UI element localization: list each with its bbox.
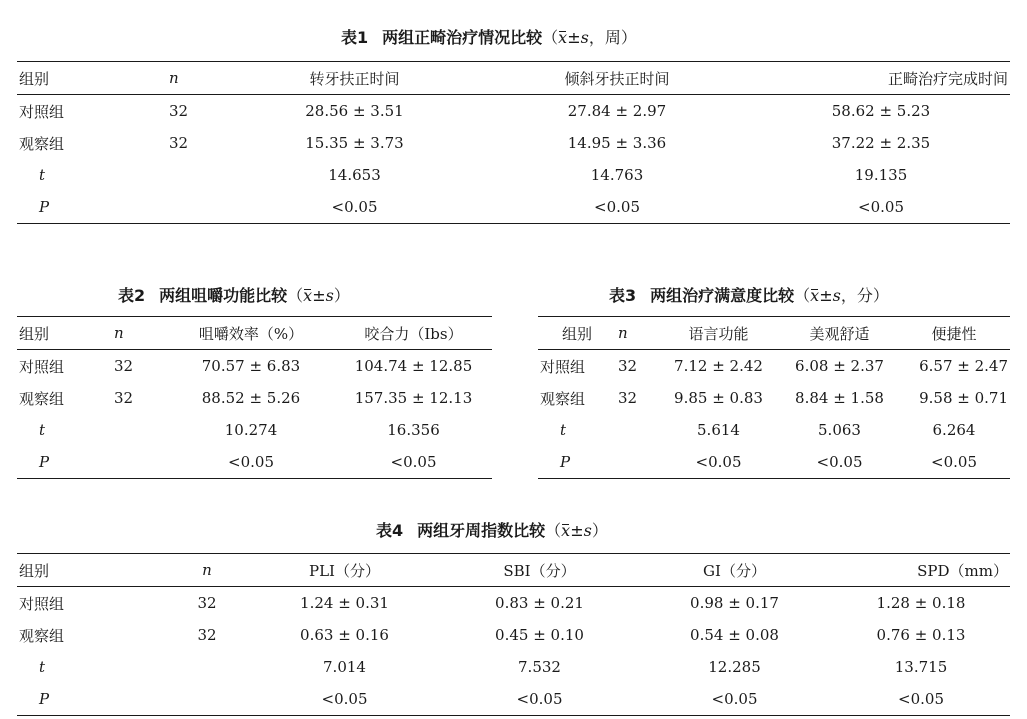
- table-row: [17, 127, 1010, 159]
- row-label: P: [17, 446, 112, 479]
- cell: 0.54 ± 0.08: [690, 626, 779, 644]
- row-label: 对照组: [19, 594, 65, 613]
- table4-title: 表4 两组牙周指数比较（x±s）: [376, 521, 608, 540]
- table2-number: 表2: [118, 286, 146, 305]
- table2-header-row: [17, 317, 492, 350]
- sd-symbol: s: [580, 28, 589, 47]
- cell: 32: [618, 389, 638, 407]
- row-label: 对照组: [19, 357, 65, 376]
- table-row: [538, 350, 1010, 383]
- table4-number: 表4: [376, 521, 404, 540]
- table4-header-col: SPD（mm）: [832, 554, 1010, 587]
- row-label: 观察组: [19, 626, 65, 645]
- table-row: [17, 446, 492, 479]
- cell: 6.08 ± 2.37: [795, 357, 884, 375]
- row-label: P: [17, 191, 167, 224]
- table2-title-text: 两组咀嚼功能比较: [159, 286, 288, 305]
- table3-header-n: n: [616, 317, 656, 350]
- cell: <0.05: [227, 191, 482, 224]
- table1-header-n: n: [167, 62, 227, 95]
- sd-symbol: s: [325, 286, 334, 305]
- cell: 32: [114, 389, 134, 407]
- cell: <0.05: [832, 683, 1010, 716]
- cell: 104.74 ± 12.85: [354, 357, 473, 375]
- cell: <0.05: [167, 446, 335, 479]
- cell: [616, 414, 656, 446]
- table2-header-n: n: [112, 317, 167, 350]
- table-row: [17, 414, 492, 446]
- mean-symbol: x: [561, 521, 571, 540]
- cell: 16.356: [387, 421, 440, 439]
- table3-header-group: 组别: [538, 317, 616, 350]
- row-label: 观察组: [19, 389, 65, 408]
- cell: 10.274: [224, 421, 278, 439]
- cell: 0.76 ± 0.13: [876, 626, 966, 644]
- cell: 6.57 ± 2.47: [919, 357, 1008, 375]
- table1-header-row: [17, 62, 1010, 95]
- cell: 8.84 ± 1.58: [795, 389, 884, 407]
- cell: 0.45 ± 0.10: [495, 626, 584, 644]
- table1-header-group: 组别: [17, 62, 167, 95]
- cell: 15.35 ± 3.73: [305, 134, 404, 152]
- table2-header-col: 咬合力（Ibs）: [335, 317, 492, 350]
- table2: [17, 316, 492, 479]
- cell: 32: [197, 626, 217, 644]
- cell: 13.715: [894, 658, 948, 676]
- cell: 14.95 ± 3.36: [567, 134, 667, 152]
- cell: 32: [618, 357, 638, 375]
- row-label: 观察组: [19, 134, 65, 153]
- table4-header-col: PLI（分）: [247, 554, 442, 587]
- table3-header-row: [538, 317, 1010, 350]
- row-label: t: [560, 421, 567, 439]
- cell: 1.24 ± 0.31: [300, 594, 389, 612]
- cell: <0.05: [482, 191, 752, 224]
- table4-header-n: n: [167, 554, 247, 587]
- table1: [17, 61, 1010, 224]
- mean-symbol: x: [810, 286, 820, 305]
- cell: 32: [169, 102, 189, 120]
- cell: 7.12 ± 2.42: [674, 357, 763, 375]
- table4: [17, 553, 1010, 716]
- row-label: t: [39, 421, 46, 439]
- row-label: 对照组: [540, 357, 586, 376]
- table3-number: 表3: [609, 286, 637, 305]
- table2-title: 表2 两组咀嚼功能比较（x±s）: [118, 286, 350, 305]
- table-row: [17, 350, 492, 383]
- cell: 7.014: [323, 658, 366, 676]
- cell: 28.56 ± 3.51: [305, 102, 404, 120]
- table-row: [538, 446, 1010, 479]
- cell: 0.63 ± 0.16: [300, 626, 389, 644]
- table3-header-col: 便捷性: [898, 317, 1010, 350]
- cell: 32: [169, 134, 189, 152]
- cell: 0.83 ± 0.21: [495, 594, 584, 612]
- cell: 7.532: [518, 658, 561, 676]
- table-row: [17, 382, 492, 414]
- table-row: [538, 414, 1010, 446]
- cell: <0.05: [656, 446, 781, 479]
- cell: <0.05: [335, 446, 492, 479]
- table-row: [17, 587, 1010, 620]
- table-row: [17, 651, 1010, 683]
- table1-header-col: 正畸治疗完成时间: [752, 62, 1010, 95]
- cell: <0.05: [247, 683, 442, 716]
- table1-number: 表1: [341, 28, 369, 47]
- cell: 1.28 ± 0.18: [876, 594, 966, 612]
- table2-header-col: 咀嚼效率（%）: [167, 317, 335, 350]
- mean-symbol: x: [303, 286, 313, 305]
- row-label: P: [538, 446, 616, 479]
- table4-header-col: SBI（分）: [442, 554, 637, 587]
- cell: 0.98 ± 0.17: [690, 594, 779, 612]
- sd-symbol: s: [832, 286, 841, 305]
- row-label: t: [39, 166, 46, 184]
- mean-symbol: x: [558, 28, 568, 47]
- table-row: [538, 382, 1010, 414]
- cell: [167, 651, 247, 683]
- table3-title: 表3 两组治疗满意度比较（x±s，分）: [609, 286, 889, 305]
- table4-header-col: GI（分）: [637, 554, 832, 587]
- table-row: [17, 619, 1010, 651]
- cell: 58.62 ± 5.23: [831, 102, 931, 120]
- cell: [167, 683, 247, 716]
- table-row: [17, 191, 1010, 224]
- cell: 5.063: [818, 421, 861, 439]
- cell: 88.52 ± 5.26: [201, 389, 301, 407]
- row-label: 对照组: [19, 102, 65, 121]
- cell: 27.84 ± 2.97: [567, 102, 667, 120]
- table4-title-text: 两组牙周指数比较: [417, 521, 546, 540]
- table4-header-group: 组别: [17, 554, 167, 587]
- cell: 9.85 ± 0.83: [674, 389, 763, 407]
- cell: <0.05: [637, 683, 832, 716]
- row-label: 观察组: [540, 389, 586, 408]
- cell: 19.135: [854, 166, 908, 184]
- cell: [616, 446, 656, 479]
- table3-header-col: 语言功能: [656, 317, 781, 350]
- table-row: [17, 159, 1010, 191]
- cell: <0.05: [781, 446, 898, 479]
- cell: <0.05: [898, 446, 1010, 479]
- table1-title: 表1 两组正畸治疗情况比较（x±s，周）: [341, 28, 637, 47]
- table4-header-row: [17, 554, 1010, 587]
- cell: 32: [114, 357, 134, 375]
- cell: <0.05: [442, 683, 637, 716]
- cell: 12.285: [708, 658, 761, 676]
- cell: 37.22 ± 2.35: [831, 134, 931, 152]
- table1-header-col: 转牙扶正时间: [227, 62, 482, 95]
- cell: 5.614: [697, 421, 740, 439]
- cell: 157.35 ± 12.13: [354, 389, 473, 407]
- cell: 32: [197, 594, 217, 612]
- table3: [538, 316, 1010, 479]
- cell: 14.653: [328, 166, 381, 184]
- table1-header-col: 倾斜牙扶正时间: [482, 62, 752, 95]
- cell: 6.264: [932, 421, 976, 439]
- row-label: t: [39, 658, 46, 676]
- table-row: [17, 683, 1010, 716]
- cell: <0.05: [752, 191, 1010, 224]
- cell: [167, 191, 227, 224]
- row-label: P: [17, 683, 167, 716]
- table-row: [17, 95, 1010, 128]
- cell: [112, 446, 167, 479]
- sd-symbol: s: [583, 521, 592, 540]
- table3-title-text: 两组治疗满意度比较: [650, 286, 795, 305]
- cell: 9.58 ± 0.71: [919, 389, 1008, 407]
- cell: [112, 414, 167, 446]
- cell: [167, 159, 227, 191]
- table2-header-group: 组别: [17, 317, 112, 350]
- table3-header-col: 美观舒适: [781, 317, 898, 350]
- cell: 70.57 ± 6.83: [201, 357, 301, 375]
- cell: 14.763: [590, 166, 644, 184]
- table1-title-text: 两组正畸治疗情况比较: [382, 28, 543, 47]
